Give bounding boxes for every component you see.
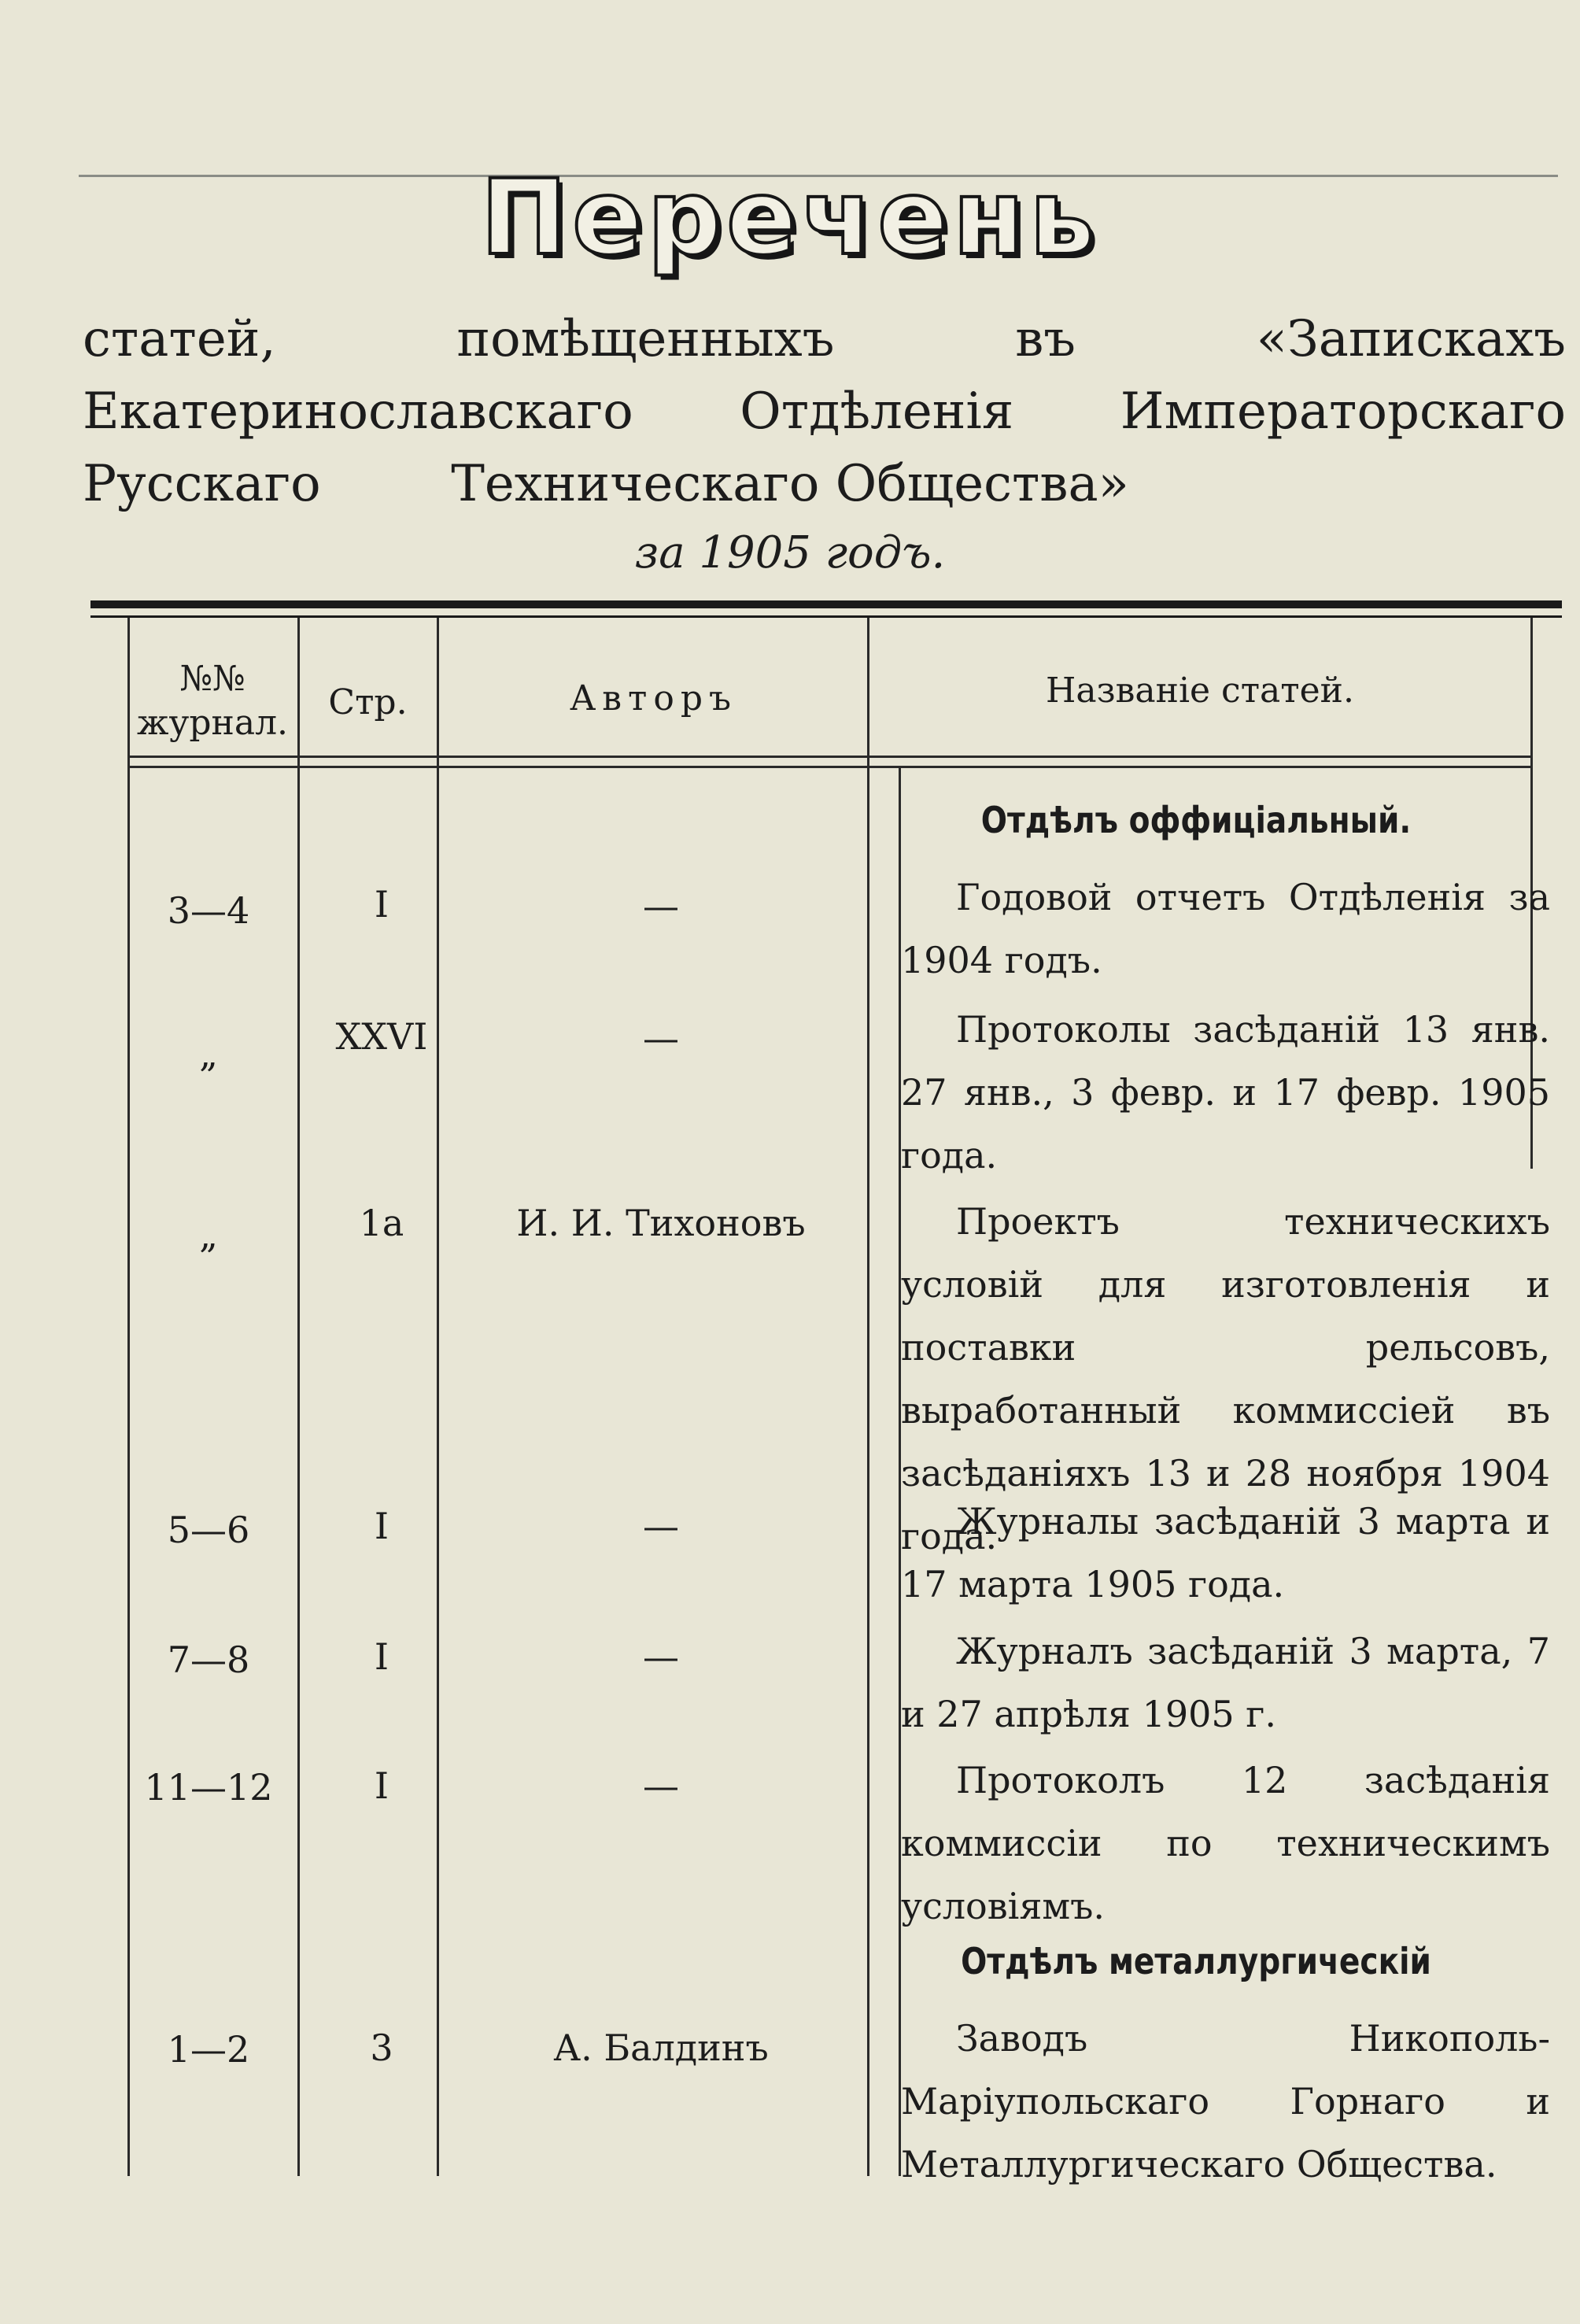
row-author: И. И. Тихоновъ [516, 1202, 806, 1244]
page-subtitle: статей, помѣщенныхъ въ «Запискахъ Екатеринославскаго Отдѣленія Императорскаго Русскаго [83, 310, 1566, 513]
header-rule-1 [130, 756, 1530, 758]
row-title: Заводъ Никополь-Маріупольскаго Горнаго и Металлургическаго Общества. [901, 2017, 1550, 2185]
page-title: Перечень [480, 157, 1100, 279]
row-author: — [643, 1017, 679, 1059]
row-author: — [643, 1505, 679, 1547]
row-page: XXVI [335, 1015, 428, 1058]
row-page: 1а [359, 1202, 404, 1244]
row-journal: „ [199, 1033, 218, 1075]
row-author: — [643, 1764, 679, 1807]
row-title: Проектъ техническихъ условій для изготовленія и поставки рельсовъ, выработанный коммиссіей въ засѣданіяхъ 13 и 28 ноября 1904 года. [901, 1200, 1550, 1557]
row-journal: 3—4 [167, 889, 250, 932]
column-header-title: Названіе статей. [1046, 671, 1354, 711]
row-author: — [643, 1635, 679, 1678]
row-journal: 11—12 [144, 1766, 273, 1809]
page-subtitle-last-line: Техническаго Общества» [451, 455, 1129, 513]
row-page: I [374, 1764, 389, 1807]
row-title: Годовой отчетъ Отдѣленія за 1904 годъ. [901, 876, 1550, 981]
year-line: за 1905 годъ. [634, 527, 946, 578]
row-page: I [374, 1505, 389, 1547]
row-author: — [643, 885, 679, 927]
row-title: Протоколъ 12 засѣданія коммиссіи по техническимъ условіямъ. [901, 1759, 1550, 1927]
section-heading-metallurgical: Отдѣлъ металлургическій [961, 1940, 1431, 1982]
table-top-rule-thick [90, 600, 1562, 608]
row-journal: 5—6 [167, 1509, 250, 1551]
row-journal: „ [199, 1214, 218, 1256]
row-page: 3 [370, 2027, 393, 2069]
column-header-author: Авторъ [569, 678, 738, 719]
column-divider-2 [437, 618, 439, 2176]
row-page: I [374, 1635, 389, 1678]
row-journal: 7—8 [167, 1639, 250, 1681]
column-divider-1 [297, 618, 300, 2176]
column-divider-left [127, 618, 130, 2176]
row-journal: 1—2 [167, 2028, 250, 2071]
row-page: I [374, 883, 389, 926]
row-title: Журналъ засѣданій 3 марта, 7 и 27 апрѣля 1905 г. [901, 1630, 1550, 1735]
row-author: А. Балдинъ [553, 2027, 769, 2069]
column-divider-3 [867, 618, 869, 2176]
section-heading-official: Отдѣлъ оффиціальный. [980, 799, 1412, 841]
row-title: Протоколы засѣданій 13 янв. 27 янв., 3 февр. и 17 февр. 1905 года. [901, 1008, 1550, 1177]
column-header-page: Стр. [328, 682, 408, 722]
header-rule-2 [130, 766, 1530, 768]
row-title: Журналы засѣданій 3 марта и 17 марта 1905 года. [901, 1500, 1550, 1605]
table-top-rule-thin [90, 615, 1562, 618]
column-header-journal: №№ журнал. [136, 659, 289, 743]
